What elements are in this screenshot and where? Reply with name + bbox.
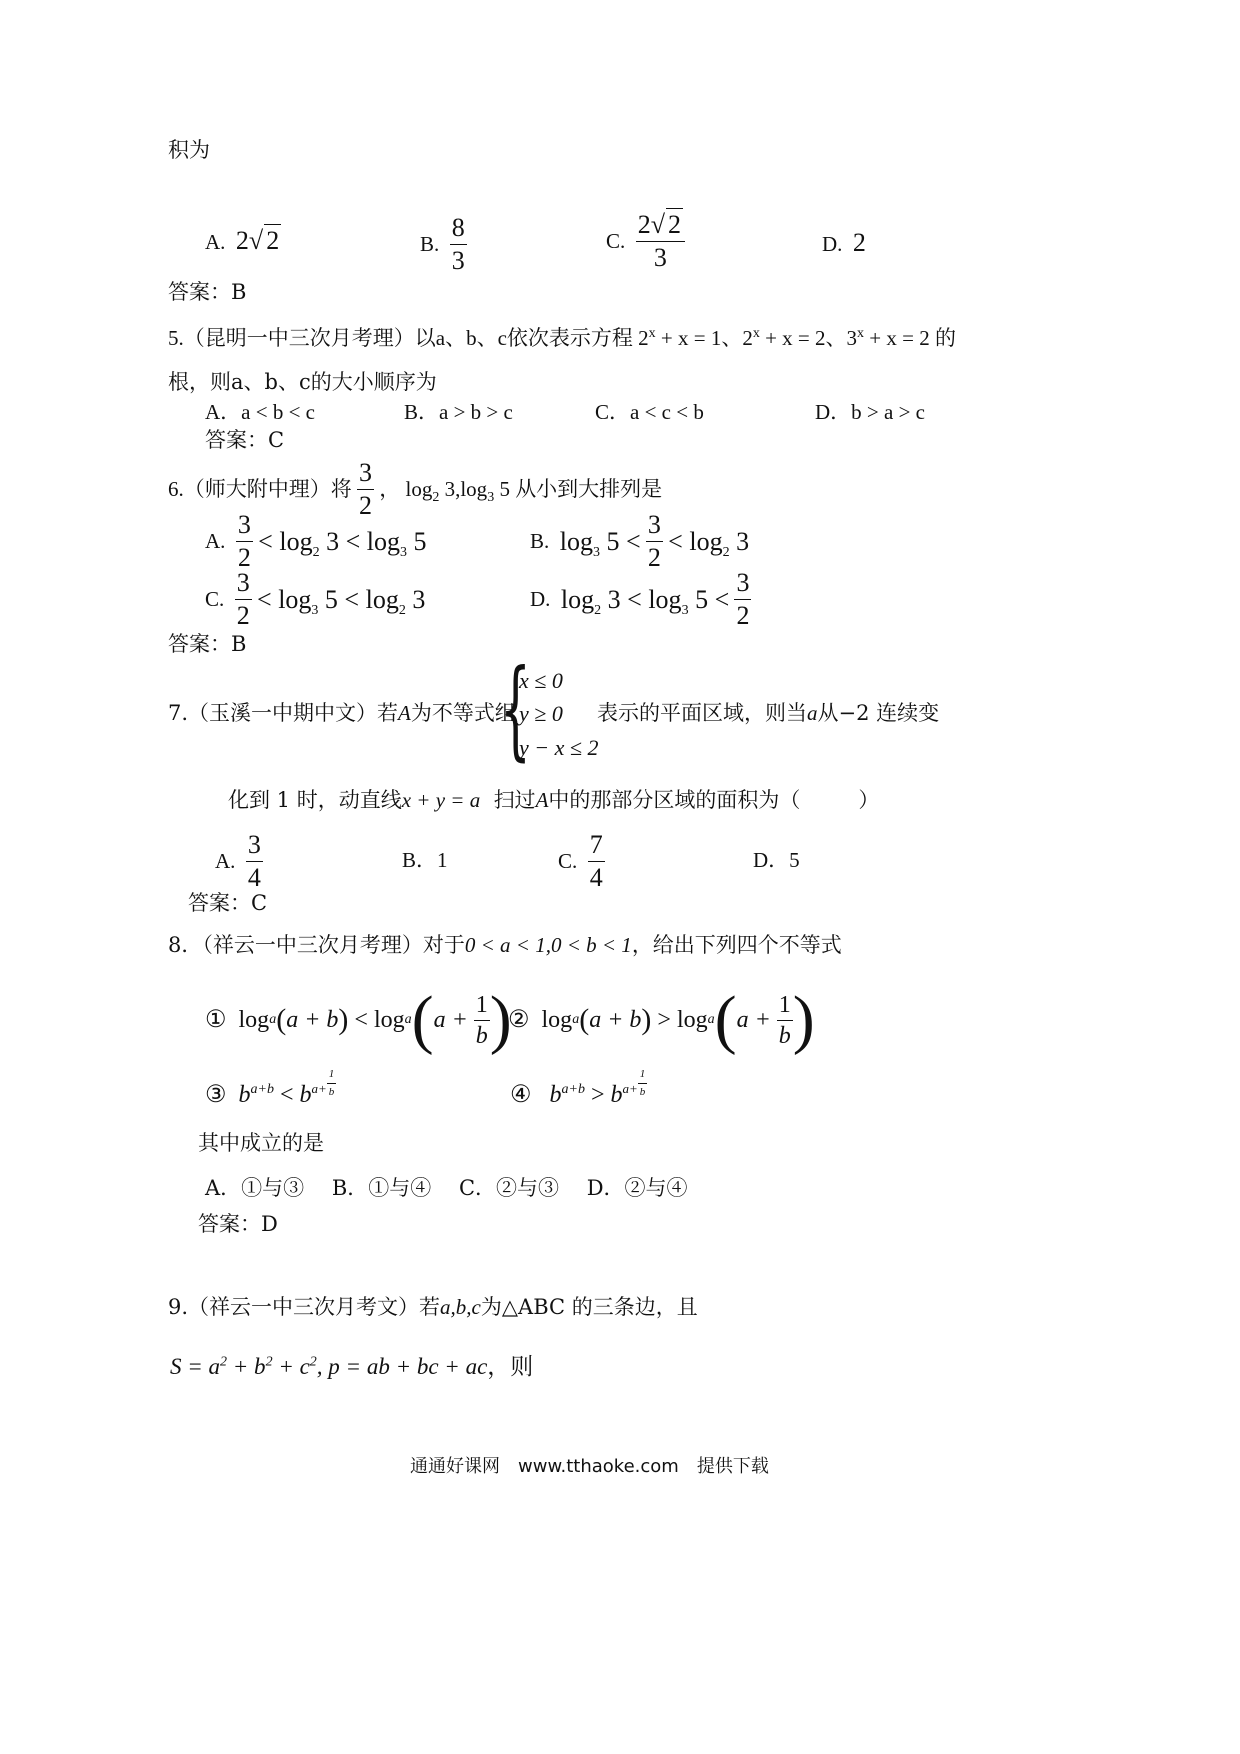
q7-line2-b: 扫过 — [493, 788, 536, 812]
fraction — [636, 212, 685, 271]
lt: < — [668, 526, 683, 556]
log-base: 3 — [311, 602, 319, 618]
q7-option-c — [558, 832, 605, 891]
q5-option-c: C．a < c < b — [595, 400, 704, 424]
q7-option-d: D．5 — [753, 848, 800, 872]
numerator: 8 — [450, 215, 467, 245]
base: 3 — [846, 326, 858, 350]
log: log — [278, 584, 312, 614]
lt: < — [627, 584, 642, 614]
q8-stem — [168, 935, 842, 956]
q6-prefix: 6.（师大附中理）将 — [168, 477, 352, 501]
system-row-2: y ≥ 0 — [519, 701, 563, 726]
log: log — [365, 584, 399, 614]
radicand: 2 — [266, 226, 280, 255]
circled-1: ① — [205, 1007, 227, 1033]
numerator: 1 — [777, 993, 793, 1021]
numerator: 3 — [246, 832, 263, 862]
numerator: 1 — [638, 1069, 648, 1084]
q5-option-b: B．a > b > c — [404, 400, 513, 424]
expr — [668, 526, 750, 560]
gt: > — [657, 1007, 671, 1033]
base: b — [610, 1082, 623, 1108]
inequality-4 — [510, 1068, 647, 1108]
numerator — [636, 212, 685, 242]
option-label: D. — [530, 587, 551, 611]
option-label: B. — [420, 232, 440, 256]
fraction — [646, 512, 663, 571]
log: log — [559, 526, 593, 556]
q8-which: 其中成立的是 — [198, 1131, 324, 1155]
q9-stem-line2 — [170, 1355, 533, 1378]
log: log — [541, 1007, 573, 1033]
denominator: 3 — [451, 246, 465, 275]
q5-option-d: D．b > a > c — [815, 400, 925, 424]
fraction — [588, 832, 605, 891]
q5-option-a: A．a < b < c — [205, 400, 315, 424]
q9-stem-line1 — [168, 1297, 698, 1318]
lt: < — [344, 584, 360, 614]
option-value: 2 — [852, 228, 866, 257]
q7-after: 表示的平面区域，则当 — [597, 701, 807, 725]
q8-prefix: 8．（祥云一中三次月考理）对于 — [168, 933, 465, 957]
base: b — [549, 1082, 562, 1108]
denominator: 3 — [653, 243, 667, 272]
equation-rest: + x = 1、 — [655, 326, 743, 350]
exponent-a-plus: a+ — [311, 1081, 327, 1096]
coefficient: 2 — [235, 226, 249, 255]
fraction — [357, 460, 374, 519]
denominator: 4 — [589, 863, 603, 892]
q6-option-a — [205, 512, 426, 571]
fraction — [474, 993, 490, 1048]
inequality-1: ① log a ( a + b ) < log a ( a + $\frac{1}{b}$ ) — [205, 983, 512, 1056]
a-plus: a + — [736, 1007, 771, 1033]
paren-icon: ) — [792, 983, 815, 1056]
lt: < — [257, 584, 272, 614]
exponent: x — [857, 326, 865, 341]
numerator: 3 — [357, 460, 374, 490]
paren-icon: ) — [641, 1003, 652, 1036]
numerator: 3 — [235, 570, 252, 600]
denominator: 2 — [236, 601, 250, 630]
log-arg: 3 — [412, 584, 426, 614]
log-base: 2 — [722, 544, 730, 560]
log: log — [279, 526, 313, 556]
q7-answer: 答案：C — [188, 891, 268, 915]
q7-after2: 从−2 连续变 — [817, 701, 940, 725]
log-base: 2 — [312, 544, 320, 560]
expr — [257, 584, 426, 618]
log: log — [238, 1007, 270, 1033]
q9-prefix: 9.（祥云一中三次月考文）若 — [168, 1295, 441, 1319]
denominator: b — [639, 1086, 646, 1098]
lt: < — [345, 526, 361, 556]
option-label: D. — [822, 232, 843, 256]
log-arg: 5 — [324, 584, 338, 614]
circled-2: ② — [508, 1007, 530, 1033]
expr — [258, 526, 427, 560]
option-label: A. — [215, 849, 236, 873]
option-label: A. — [205, 230, 226, 254]
log: log — [366, 526, 400, 556]
q5-stem-line1 — [168, 328, 956, 349]
square: 2 — [309, 1354, 317, 1370]
equation-rest: + x = 2、 — [759, 326, 847, 350]
lt: < — [714, 584, 730, 614]
exponent: x — [752, 326, 760, 341]
q4-answer: 答案：B — [168, 280, 247, 304]
q7-option-a — [215, 832, 263, 891]
exponent: a+b — [250, 1082, 274, 1097]
denominator: b — [778, 1022, 791, 1049]
q4-option-b — [420, 215, 467, 274]
sum: a + b — [286, 1007, 339, 1033]
exponent — [622, 1068, 648, 1098]
plus-c: + c — [272, 1354, 310, 1379]
q5-suffix: 的 — [934, 326, 956, 350]
denominator: 2 — [237, 543, 251, 572]
close-paren: ） — [858, 788, 880, 812]
log: log — [676, 1007, 708, 1033]
denominator: 2 — [736, 601, 750, 630]
sqrt-icon: √ — [650, 210, 666, 239]
log: log — [560, 584, 595, 614]
denominator: 2 — [359, 491, 372, 520]
lt: < — [354, 1007, 368, 1033]
line-equation: x + y = a — [401, 788, 481, 812]
inequality-3 — [205, 1068, 336, 1108]
q9-suffix: 为△ABC 的三条边，且 — [480, 1295, 698, 1319]
gt: > — [590, 1082, 605, 1108]
condition: 0 < a < 1,0 < b < 1 — [464, 933, 632, 957]
q7-mid: 为不等式组 — [410, 701, 516, 725]
paren-icon: ) — [489, 983, 512, 1056]
numerator: 3 — [646, 512, 663, 542]
q8-suffix: ，给出下列四个不等式 — [631, 933, 842, 957]
q6-option-d — [530, 570, 751, 629]
option-label: A. — [205, 529, 226, 553]
sum: a + b — [589, 1007, 642, 1033]
fraction — [777, 993, 793, 1048]
log: log — [460, 477, 488, 501]
exponent — [311, 1068, 337, 1098]
radicand: 2 — [668, 210, 682, 239]
S-def: S = a — [170, 1354, 221, 1379]
q7-line2-a: 化到 1 时，动直线 — [228, 788, 402, 812]
fraction — [734, 570, 751, 629]
base: 2 — [638, 326, 649, 350]
square: 2 — [265, 1354, 273, 1370]
denominator: 4 — [247, 863, 261, 892]
exponent: a+b — [561, 1082, 585, 1097]
coefficient: 2 — [637, 210, 651, 239]
a-plus: a + — [433, 1007, 468, 1033]
inequality-2: ② log a ( a + b ) > log a ( a + $\frac{1}{b}$ ) — [508, 983, 815, 1056]
sqrt-icon: √ — [248, 226, 264, 255]
base: 2 — [742, 326, 753, 350]
plus-b: + b — [227, 1354, 266, 1379]
log-base: 2 — [594, 602, 602, 618]
log: log — [373, 1007, 405, 1033]
fraction — [450, 215, 467, 274]
set-A: A — [398, 701, 411, 725]
system-row-1: x ≤ 0 — [519, 668, 563, 693]
continuation-text: 积为 — [168, 138, 210, 162]
q6-suffix: 从小到大排列是 — [515, 477, 663, 501]
paren-icon: ) — [338, 1003, 349, 1036]
q8-answer: 答案：D — [198, 1212, 278, 1236]
set-A: A — [535, 788, 549, 812]
q4-option-a — [205, 228, 281, 254]
log-arg: 5 — [494, 477, 510, 501]
q6-option-b — [530, 512, 749, 571]
log: log — [689, 526, 723, 556]
base: b — [238, 1082, 251, 1108]
lt: < — [258, 526, 273, 556]
lt: < — [279, 1082, 294, 1108]
fraction — [327, 1069, 337, 1098]
log-base: 3 — [593, 544, 600, 560]
denominator: 2 — [647, 543, 661, 572]
paren-icon: ( — [579, 1003, 590, 1036]
numerator: 3 — [236, 512, 253, 542]
p-def: , p = ab + bc + ac — [316, 1354, 488, 1379]
fraction — [246, 832, 263, 891]
q6-answer: 答案：B — [168, 632, 247, 656]
q7-stem-line1-cont — [597, 703, 939, 724]
option-label: B. — [530, 529, 550, 553]
log: log — [648, 584, 682, 614]
denominator: b — [475, 1022, 488, 1049]
q4-option-c — [606, 212, 685, 271]
q5-answer: 答案：C — [205, 428, 285, 452]
q4-option-d — [822, 230, 866, 256]
q7-stem-line2 — [228, 790, 879, 811]
log-arg: 5 — [606, 526, 620, 556]
comma: ， — [379, 477, 401, 501]
q6-option-c — [205, 570, 425, 629]
numerator: 3 — [734, 570, 751, 600]
log-base: 3 — [681, 602, 689, 618]
q7-prefix: 7.（玉溪一中期中文）若 — [168, 701, 399, 725]
q8-options: A．①与③ B．①与④ C．②与③ D．②与④ — [205, 1176, 688, 1200]
exponent-a-plus: a+ — [622, 1081, 638, 1096]
expr — [560, 584, 730, 618]
log: log — [405, 477, 433, 501]
numerator: 1 — [474, 993, 490, 1021]
fraction — [236, 512, 253, 571]
log-base: 3 — [487, 490, 495, 506]
log-arg: 3 — [326, 526, 340, 556]
q7-line2-c: 中的那部分区域的面积为（ — [548, 788, 801, 812]
base: b — [299, 1082, 312, 1108]
log-base: 2 — [398, 602, 406, 618]
circled-3: ③ — [205, 1082, 227, 1108]
q9-end: ，则 — [487, 1354, 534, 1379]
numerator: 1 — [327, 1069, 337, 1084]
brace-icon: { — [500, 647, 531, 772]
paren-icon: ( — [714, 983, 737, 1056]
log-arg: 5 — [413, 526, 427, 556]
var-a: a — [807, 701, 818, 725]
equation-rest: + x = 2 — [864, 326, 930, 350]
q7-option-b: B．1 — [402, 848, 448, 872]
variables: a,b,c — [440, 1295, 481, 1319]
exponent: x — [648, 326, 656, 341]
square: 2 — [220, 1354, 228, 1370]
log-list — [405, 477, 510, 506]
option-label: C. — [558, 849, 578, 873]
log-arg: 3 — [607, 584, 621, 614]
fraction — [235, 570, 252, 629]
fraction — [638, 1069, 648, 1098]
q5-prefix: 5.（昆明一中三次月考理）以a、b、c依次表示方程 — [168, 326, 633, 350]
log-arg: 3 — [736, 526, 750, 556]
paren-icon: ( — [411, 983, 434, 1056]
denominator: b — [328, 1086, 335, 1098]
circled-4: ④ — [510, 1082, 532, 1108]
log-arg: 5 — [695, 584, 709, 614]
numerator: 7 — [588, 832, 605, 862]
page-footer: 通通好课网 www.tthaoke.com 提供下载 — [410, 1456, 769, 1477]
expr — [559, 526, 641, 560]
log-base: 2 — [432, 490, 440, 506]
lt: < — [626, 526, 641, 556]
log-arg: 3, — [439, 477, 461, 501]
q5-stem-line2: 根，则a、b、c的大小顺序为 — [168, 370, 437, 394]
option-label: C. — [205, 587, 225, 611]
q7-stem-line1 — [168, 703, 516, 724]
paren-icon: ( — [276, 1003, 287, 1036]
log-base: 3 — [399, 544, 407, 560]
option-label: C. — [606, 229, 626, 253]
system-row-3: y − x ≤ 2 — [519, 735, 599, 760]
